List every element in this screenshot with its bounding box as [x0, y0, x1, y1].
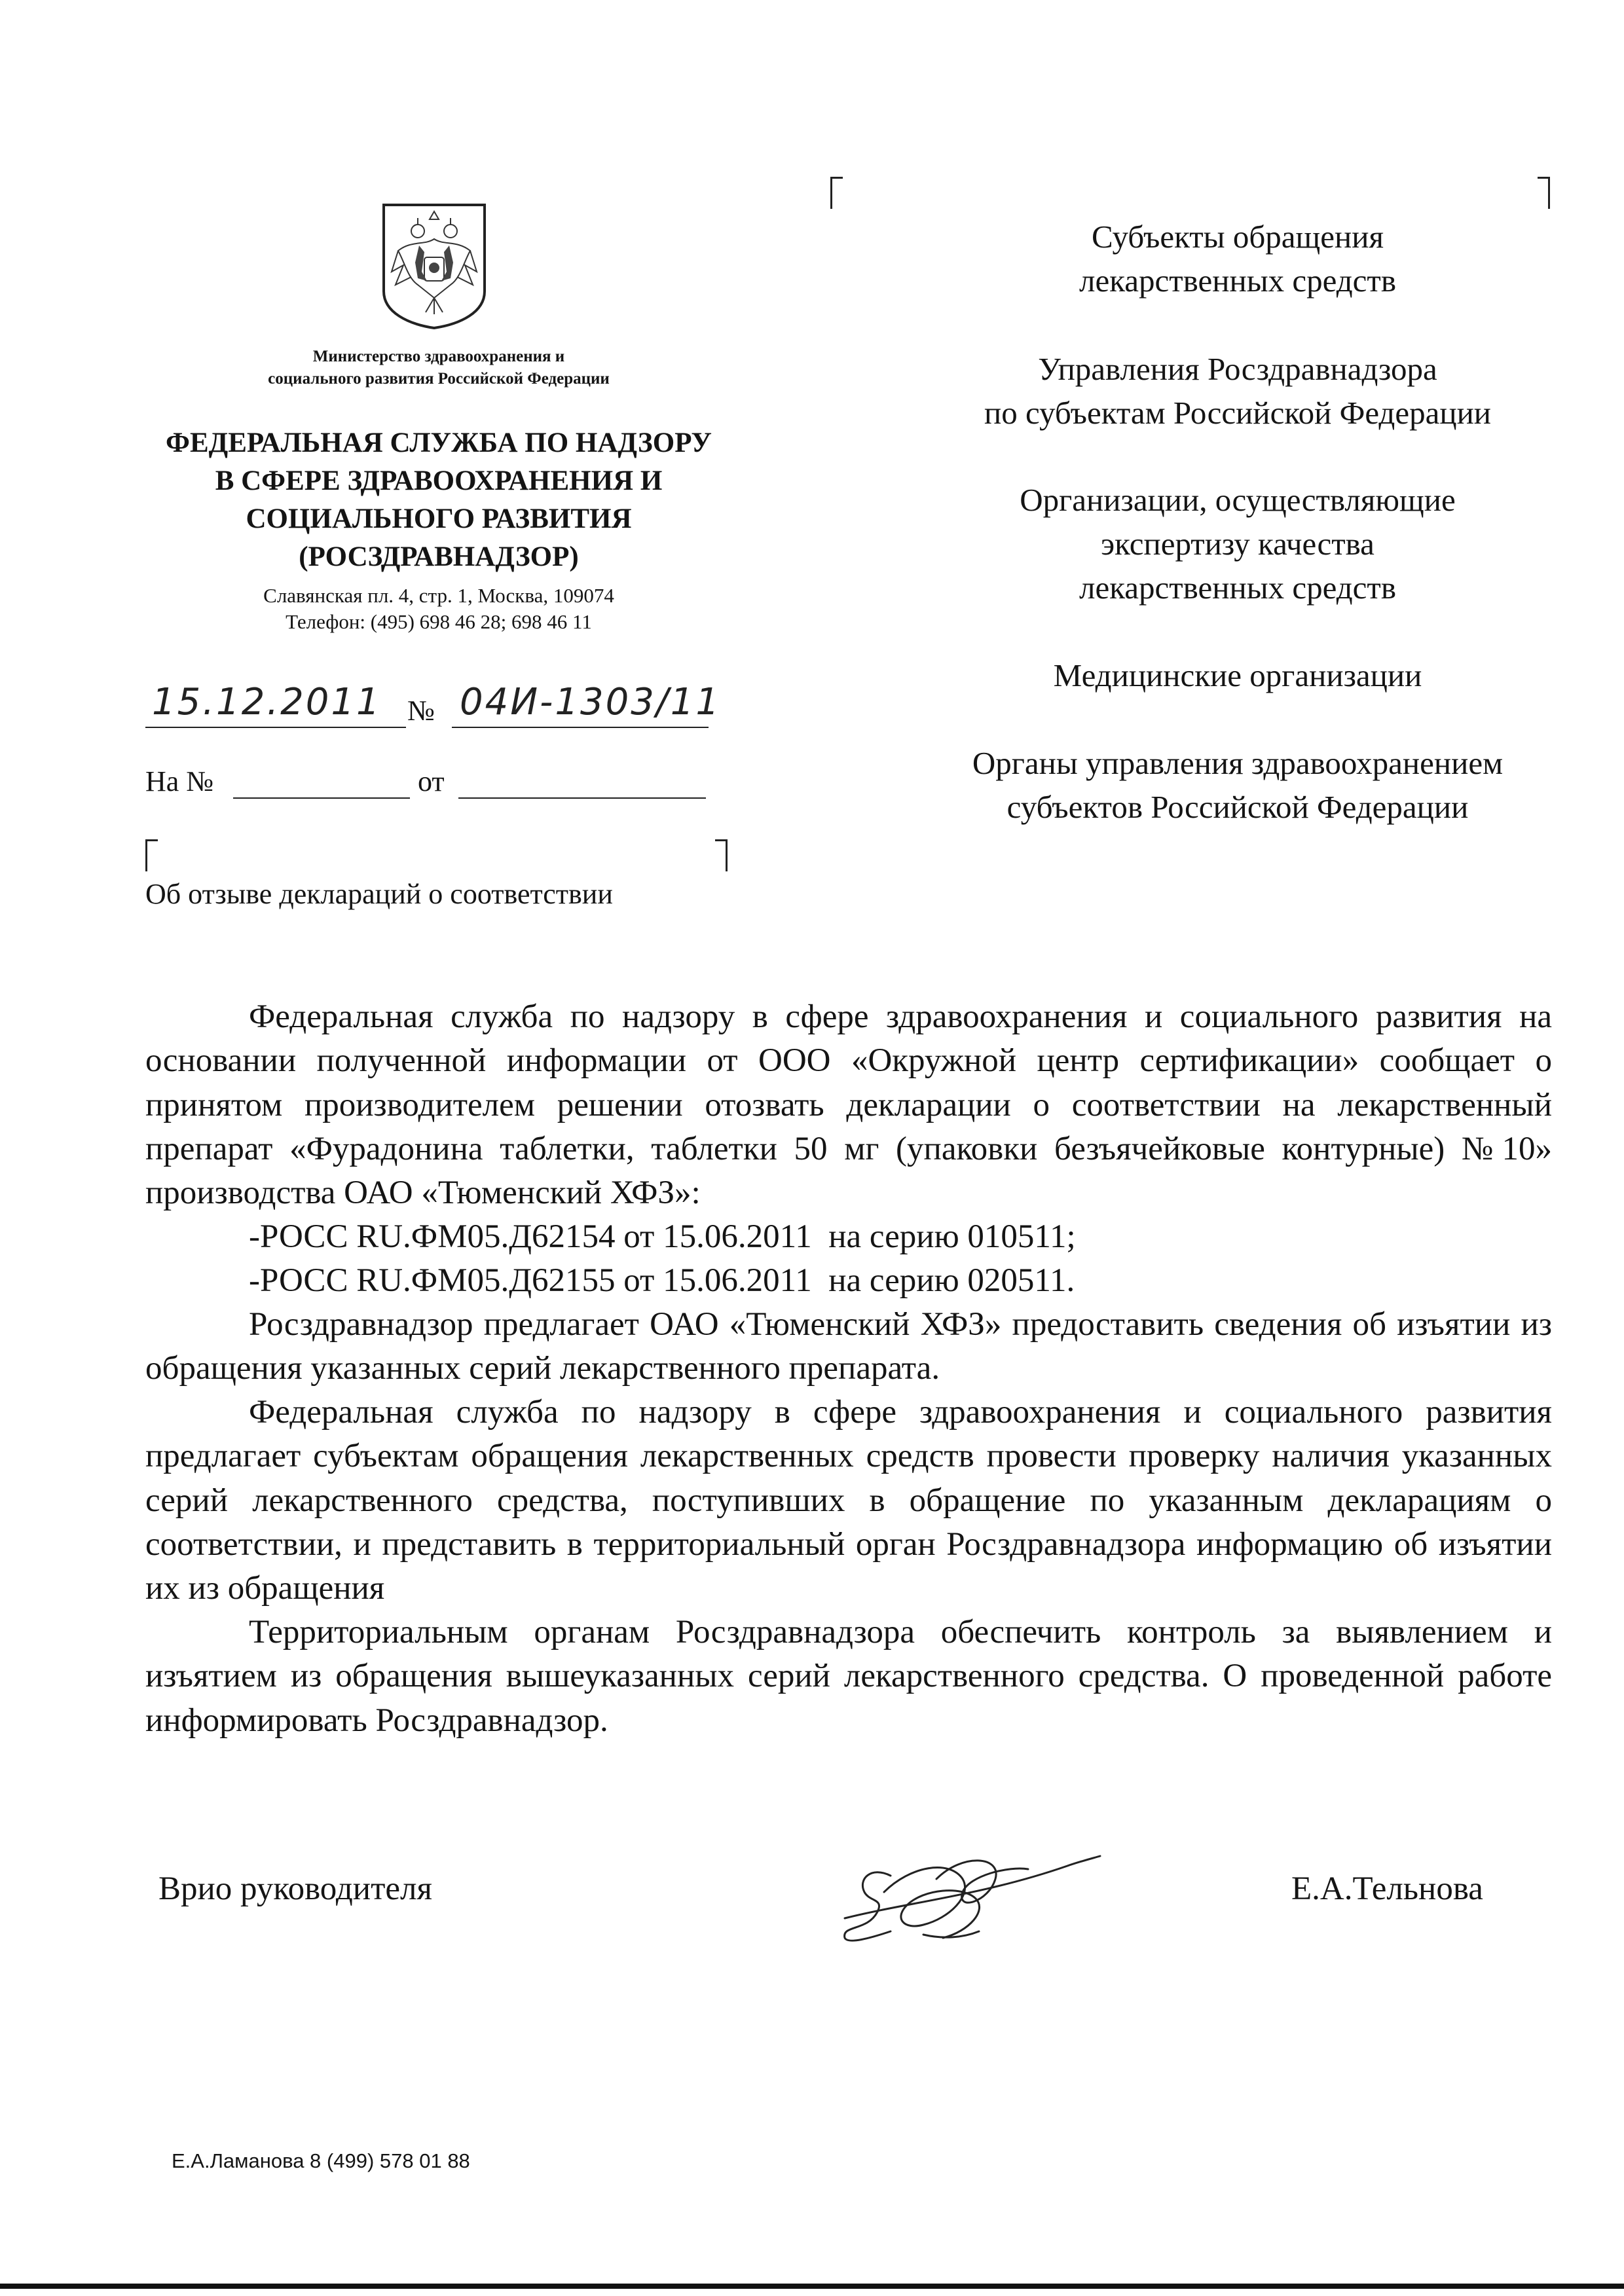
agency-line-1: ФЕДЕРАЛЬНАЯ СЛУЖБА ПО НАДЗОРУ	[166, 428, 712, 458]
agency-line-2: В СФЕРЕ ЗДРАВООХРАНЕНИЯ И	[215, 465, 663, 496]
signatory-name: Е.А.Тельнова	[1291, 1870, 1483, 1907]
agency-address	[144, 583, 733, 635]
recipient-bracket-right	[1538, 177, 1550, 209]
recipient-line: лекарственных средств	[1079, 570, 1396, 606]
recipient-group-3	[891, 478, 1585, 610]
declaration-item-1: -РОСС RU.ФМ05.Д62154 от 15.06.2011 на серию 010511;	[249, 1218, 1076, 1255]
recipient-line: по субъектам Российской Федерации	[984, 395, 1492, 431]
ministry-line-1: Министерство здравоохранения и	[312, 348, 565, 365]
recipient-line: лекарственных средств	[1079, 263, 1396, 299]
recipient-group-5	[891, 741, 1585, 829]
number-underline	[452, 727, 709, 728]
recipient-line: Субъекты обращения	[1091, 219, 1384, 255]
body-paragraph-1: Федеральная служба по надзору в сфере здравоохранения и социального развития на основании полученной информации от ООО «Окружной центр сертификации» сообщает о принятом производителем решении отозвать декларации о соответствии на лекарственный препарат «Фурадонина таблетки, таблетки 50 мг (упаковки безъячейковые контурные) №10» производства ОАО «Тюменский ХФЗ»:	[145, 998, 1552, 1212]
reference-number-label: На №	[145, 765, 214, 797]
recipient-line: субъектов Российской Федерации	[1006, 789, 1469, 825]
subject-bracket-left	[145, 839, 158, 871]
agency-line-3: СОЦИАЛЬНОГО РАЗВИТИЯ	[246, 503, 632, 534]
reference-date-line	[458, 797, 706, 799]
recipient-group-4	[891, 653, 1585, 697]
ministry-line-2: социального развития Российской Федерации	[268, 370, 610, 388]
phone-line: Телефон: (495) 698 46 28; 698 46 11	[286, 610, 592, 633]
executor-contact: Е.А.Ламанова 8 (499) 578 01 88	[172, 2149, 470, 2172]
address-line: Славянская пл. 4, стр. 1, Москва, 109074	[263, 584, 614, 607]
recipient-line: Органы управления здравоохранением	[972, 745, 1504, 781]
recipient-line: Организации, осуществляющие	[1020, 482, 1456, 518]
agency-name	[131, 424, 747, 576]
subject-bracket-right	[715, 839, 728, 871]
declaration-item-2: -РОСС RU.ФМ05.Д62155 от 15.06.2011 на серию 020511.	[249, 1262, 1075, 1299]
agency-line-4: (РОСЗДРАВНАДЗОР)	[299, 541, 579, 572]
number-label: №	[407, 695, 435, 727]
ministry-name	[144, 346, 733, 390]
reference-from-label: от	[418, 765, 445, 797]
recipient-group-1	[891, 215, 1585, 302]
recipient-group-2	[891, 347, 1585, 435]
body-paragraph-2: Росздравнадзор предлагает ОАО «Тюменский ХФЗ» предоставить сведения об изъятии из обращения указанных серий лекарственного препарата.	[145, 1306, 1552, 1387]
recipient-line: Медицинские организации	[1053, 657, 1422, 693]
reference-number-line	[233, 797, 410, 799]
recipient-line: Управления Росздравнадзора	[1038, 351, 1437, 387]
outgoing-number: 04И-1303/11	[460, 681, 721, 723]
recipient-line: экспертизу качества	[1101, 526, 1375, 562]
outgoing-date: 15.12.2011	[152, 681, 382, 723]
handwritten-signature	[832, 1840, 1113, 1958]
body-paragraph-4: Территориальным органам Росздравнадзора обеспечить контроль за выявлением и изъятием из обращения вышеуказанных серий лекарственного средства. О проведенной работе информировать Росздравнадзор.	[145, 1614, 1552, 1739]
date-underline	[145, 727, 406, 728]
letter-subject: Об отзыве деклараций о соответствии	[145, 878, 613, 910]
signatory-position: Врио руководителя	[158, 1870, 432, 1907]
body-paragraph-3: Федеральная служба по надзору в сфере здравоохранения и социального развития предлагает субъектам обращения лекарственных средств провести проверку наличия указанных серий лекарственного средства, поступивших в обращение по указанным декларациям о соответствии, и представить в территориальный орган Росздравнадзора информацию об изъятии их из обращения	[145, 1394, 1552, 1607]
recipient-bracket-left	[830, 177, 843, 209]
page-bottom-border	[0, 2284, 1624, 2289]
coat-of-arms-emblem	[378, 200, 490, 331]
